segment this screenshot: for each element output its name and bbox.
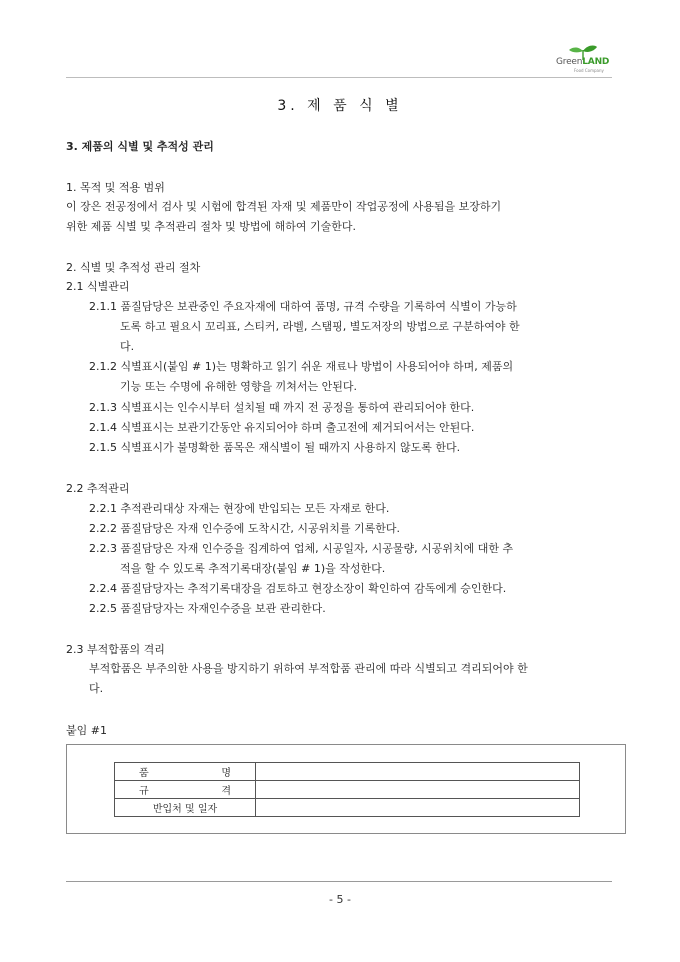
logo-wordmark: GreenLAND xyxy=(556,57,610,67)
purpose-line: 이 장은 전공정에서 검사 및 시험에 합격된 자재 및 제품만이 작업공정에 사용됨을 보장하기 xyxy=(66,200,502,213)
list-item-continuation: 적을 할 수 있도록 추적기록대장(붙임 # 1)을 작성한다. xyxy=(120,562,386,575)
nonconforming-heading: 2.3 부적합품의 격리 xyxy=(66,643,165,656)
table-row xyxy=(115,799,580,817)
nonconforming-line: 부적합품은 부주의한 사용을 방지하기 위하여 부적합품 관리에 따라 식별되고 격리되어야 한 xyxy=(89,662,528,675)
logo-subtitle: Food Company xyxy=(574,68,604,73)
nonconforming-line: 다. xyxy=(89,682,104,695)
tracking-record-table xyxy=(114,762,580,817)
table-row xyxy=(115,763,580,781)
list-item: 2.2.2 품질담당은 자재 인수증에 도착시간, 시공위치를 기록한다. xyxy=(89,522,400,535)
attachment-label: 붙임 #1 xyxy=(66,724,107,737)
page-number: - 5 - xyxy=(329,893,351,906)
list-item: 2.2.1 추적관리대상 자재는 현장에 반입되는 모든 자재로 한다. xyxy=(89,502,390,515)
list-item-continuation: 다. xyxy=(120,340,135,353)
section-title: 3. 제품의 식별 및 추적성 관리 xyxy=(66,140,214,153)
traceability-heading: 2.2 추적관리 xyxy=(66,482,130,495)
list-item-continuation: 기능 또는 수명에 유해한 영향을 끼쳐서는 안된다. xyxy=(120,380,357,393)
row-label-source-date: 반입처 및 일자 xyxy=(115,799,256,817)
row-value xyxy=(256,781,580,799)
row-label-item-name: 품 명 xyxy=(115,763,256,781)
row-label-spec: 규 격 xyxy=(115,781,256,799)
purpose-line: 위한 제품 식별 및 추적관리 절차 및 방법에 해하여 기술한다. xyxy=(66,220,356,233)
list-item-continuation: 도록 하고 필요시 꼬리표, 스티커, 라벨, 스탬핑, 별도저장의 방법으로 구분하여야 한 xyxy=(120,320,520,333)
list-item: 2.1.3 식별표시는 인수시부터 설치될 때 까지 전 공정을 통하여 관리되어야 한다. xyxy=(89,401,475,414)
list-item: 2.2.3 품질담당은 자재 인수증을 집계하여 업체, 시공일자, 시공물량, 시공위치에 대한 추 xyxy=(89,542,514,555)
company-logo xyxy=(554,44,614,74)
list-item: 2.1.1 품질담당은 보관중인 주요자재에 대하여 품명, 규격 수량을 기록하여 식별이 가능하 xyxy=(89,300,517,313)
row-value xyxy=(256,763,580,781)
procedure-heading: 2. 식별 및 추적성 관리 절차 xyxy=(66,261,201,274)
list-item: 2.2.4 품질담당자는 추적기록대장을 검토하고 현장소장이 확인하여 감독에게 승인한다. xyxy=(89,582,507,595)
header-rule xyxy=(66,77,612,78)
footer-rule xyxy=(66,881,612,882)
purpose-heading: 1. 목적 및 적용 범위 xyxy=(66,181,165,194)
list-item: 2.1.2 식별표시(붙임 # 1)는 명확하고 읽기 쉬운 재료나 방법이 사용되어야 하며, 제품의 xyxy=(89,360,514,373)
page-title: 3. 제 품 식 별 xyxy=(277,98,403,114)
list-item: 2.1.4 식별표시는 보관기간동안 유지되어야 하며 출고전에 제거되어서는 안된다. xyxy=(89,421,475,434)
row-value xyxy=(256,799,580,817)
list-item: 2.2.5 품질담당자는 자재인수증을 보관 관리한다. xyxy=(89,602,326,615)
list-item: 2.1.5 식별표시가 불명확한 품목은 재식별이 될 때까지 사용하지 않도록 한다. xyxy=(89,441,461,454)
identification-heading: 2.1 식별관리 xyxy=(66,280,130,293)
table-row xyxy=(115,781,580,799)
